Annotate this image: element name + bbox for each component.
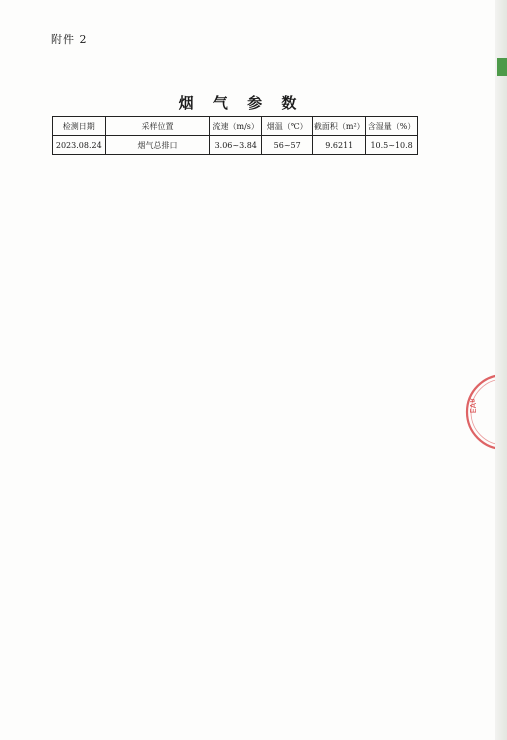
header-cross-section-area: 截面积（m²） bbox=[313, 117, 366, 136]
table-row bbox=[53, 136, 418, 155]
seal-text: ᴙ∀Ǝ bbox=[468, 398, 477, 414]
cell-flow-velocity: 3.06~3.84 bbox=[210, 136, 262, 155]
header-flue-temperature: 烟温（℃） bbox=[262, 117, 313, 136]
cell-test-date: 2023.08.24 bbox=[53, 136, 106, 155]
header-flow-velocity: 流速（m/s） bbox=[210, 117, 262, 136]
cell-flue-temperature: 56~57 bbox=[262, 136, 313, 155]
table-title: 烟 气 参 数 bbox=[178, 94, 304, 112]
header-test-date: 检测日期 bbox=[53, 117, 106, 136]
table-header-row bbox=[53, 117, 418, 136]
flue-gas-parameters-table bbox=[52, 116, 418, 155]
green-index-tab bbox=[497, 58, 507, 76]
attachment-label: 附件 2 bbox=[51, 33, 88, 46]
cell-sampling-location: 烟气总排口 bbox=[105, 136, 210, 155]
sheet-right-edge bbox=[495, 0, 507, 740]
cell-cross-section-area: 9.6211 bbox=[313, 136, 366, 155]
header-sampling-location: 采样位置 bbox=[105, 117, 210, 136]
header-moisture-content: 含湿量（%） bbox=[366, 117, 418, 136]
cell-moisture-content: 10.5~10.8 bbox=[366, 136, 418, 155]
